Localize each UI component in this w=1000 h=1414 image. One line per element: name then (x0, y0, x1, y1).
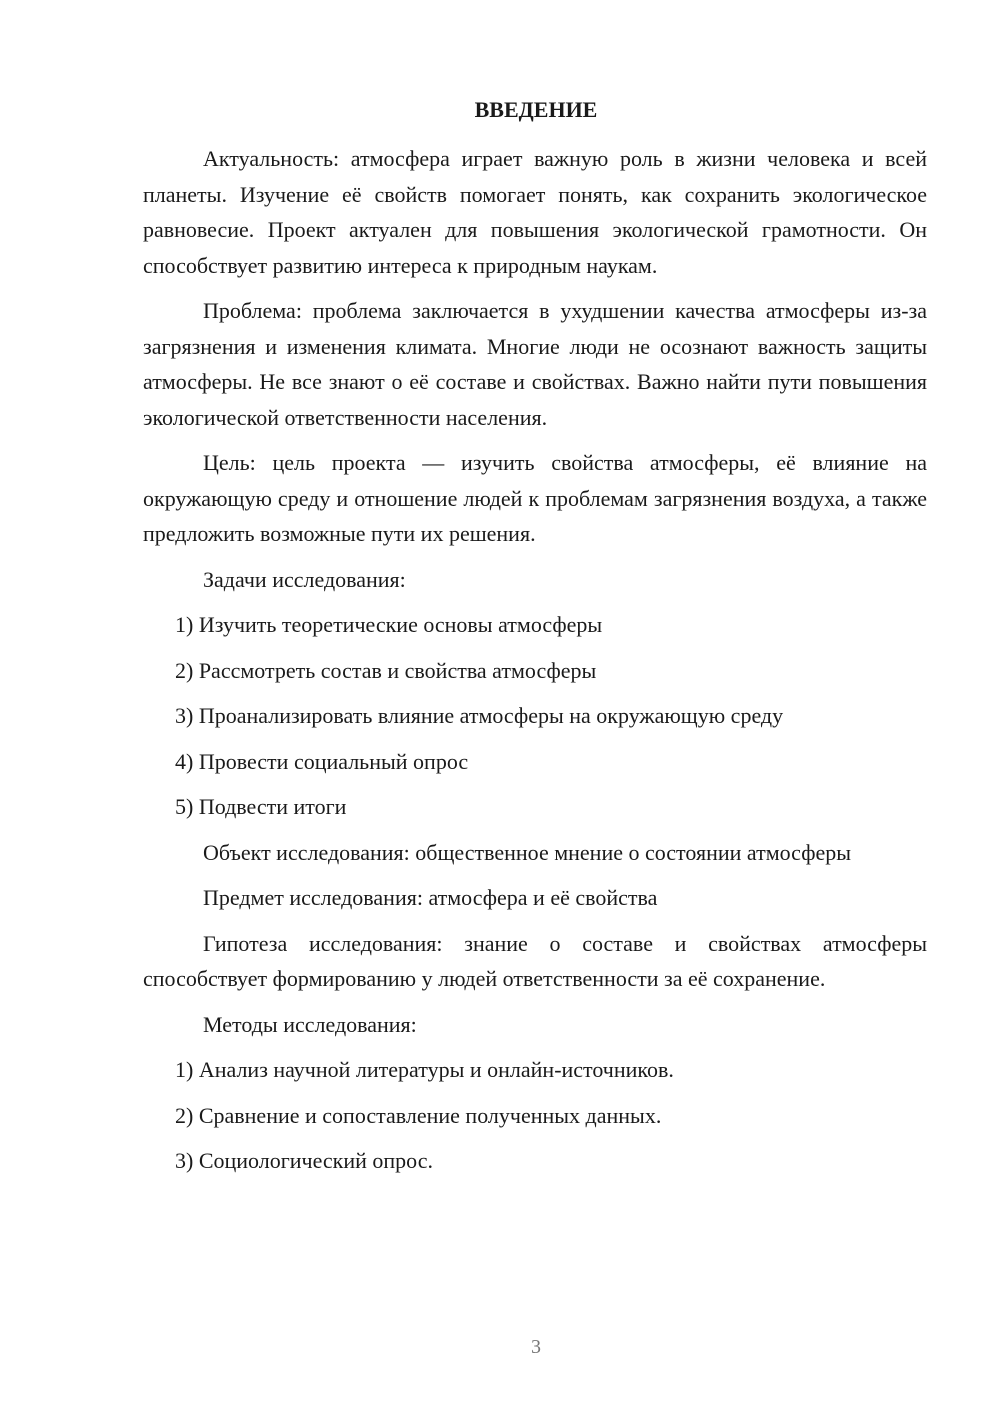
list-item: 3) Проанализировать влияние атмосферы на окружающую среду (175, 703, 784, 728)
tasks-heading: Задачи исследования: (203, 566, 406, 592)
list-item: 5) Подвести итоги (175, 794, 347, 819)
list-item: 1) Изучить теоретические основы атмосферы (175, 612, 603, 637)
list-item: 2) Рассмотреть состав и свойства атмосферы (175, 657, 597, 683)
methods-list (143, 1052, 927, 1179)
list-item: 4) Провести социальный опрос (175, 748, 469, 774)
document-body (143, 141, 927, 1189)
tasks-list (143, 607, 927, 825)
methods-heading: Методы исследования: (203, 1011, 417, 1037)
section-title: ВВЕДЕНИЕ (474, 97, 598, 122)
subject-paragraph: Предмет исследования: атмосфера и её свойства (203, 885, 658, 910)
hypothesis-paragraph: Гипотеза исследования: знание о составе и свойствах атмосферы способствует формированию у людей ответственности за её сохранение. (143, 930, 927, 991)
relevance-paragraph: Актуальность: атмосфера играет важную роль в жизни человека и всей планеты. Изучение её свойств помогает понять, как сохранить экологическое равновесие. Проект актуален для повышения экологической грамотности. Он способствует развитию интереса к природным наукам. (143, 146, 927, 278)
problem-paragraph: Проблема: проблема заключается в ухудшении качества атмосферы из-за загрязнения и изменения климата. Многие люди не осознают важность защиты атмосферы. Не все знают о её составе и свойствах. Важно найти пути повышения экологической ответственности населения. (143, 298, 927, 430)
object-paragraph: Объект исследования: общественное мнение о состоянии атмосферы (203, 839, 852, 865)
list-item: 2) Сравнение и сопоставление полученных данных. (175, 1102, 662, 1128)
goal-paragraph: Цель: цель проекта — изучить свойства атмосферы, её влияние на окружающую среду и отношение людей к проблемам загрязнения воздуха, а также предложить возможные пути их решения. (143, 450, 927, 546)
list-item: 1) Анализ научной литературы и онлайн-источников. (175, 1057, 674, 1082)
list-item: 3) Социологический опрос. (175, 1148, 433, 1173)
page-number: 3 (531, 1336, 541, 1358)
